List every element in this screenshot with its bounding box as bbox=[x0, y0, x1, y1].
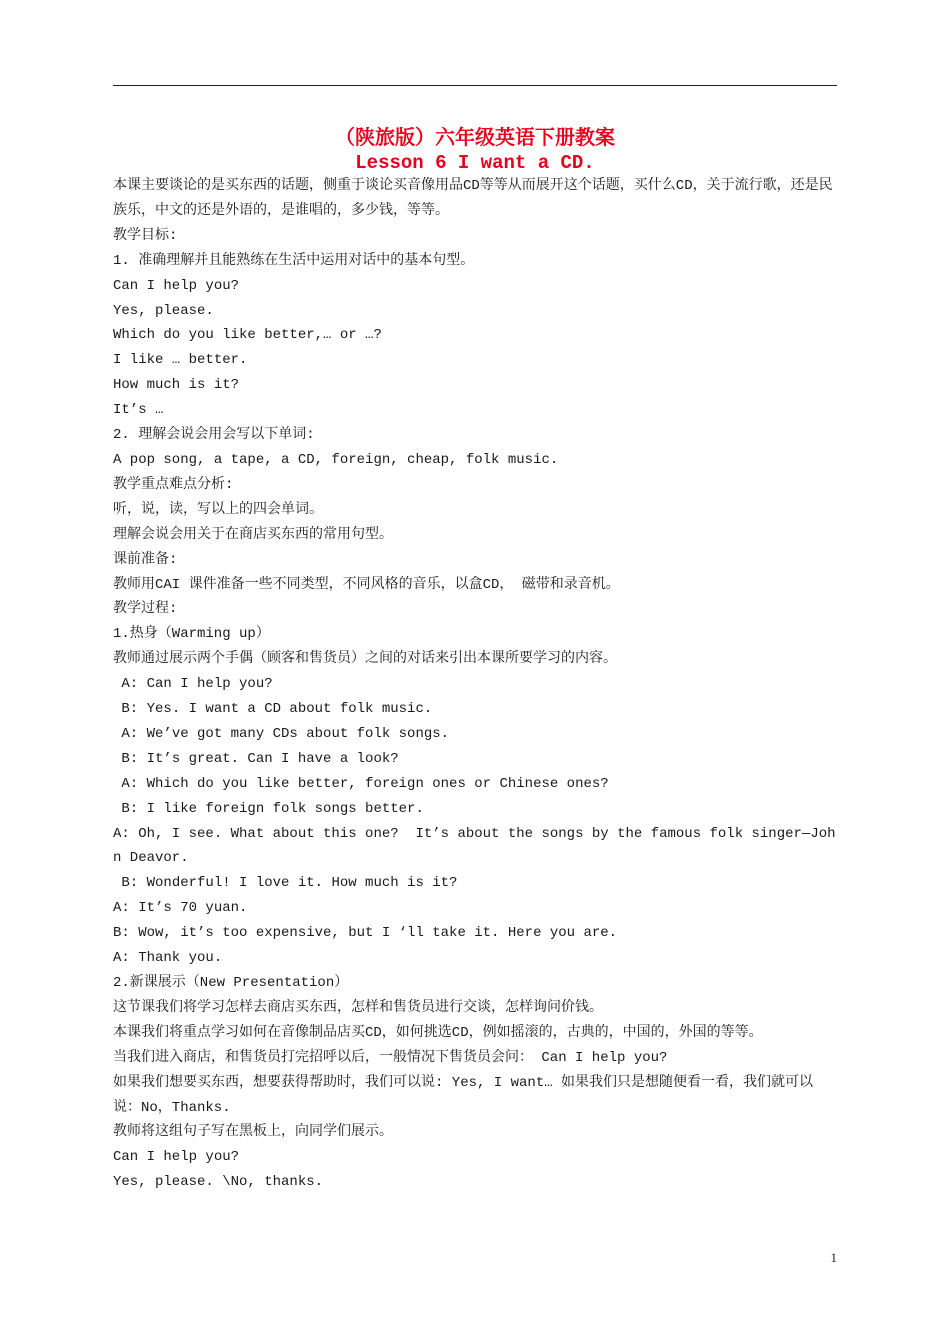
text-line: It’s … bbox=[113, 402, 164, 419]
document-title: （陕旅版）六年级英语下册教案 bbox=[335, 125, 615, 149]
text-line: Yes, please. bbox=[113, 302, 214, 319]
text-line: A: We’ve got many CDs about folk songs. bbox=[113, 725, 450, 742]
text-line: I like … better. bbox=[113, 352, 248, 369]
text-line: 理解会说会用关于在商店买东西的常用句型。 bbox=[113, 526, 393, 543]
text-line: 本课主要谈论的是买东西的话题，侧重于谈论买音像用品CD等等从而展开这个话题，买什么CD，关于流行歌，还是民族乐，中文的还是外语的，是谁唱的，多少钱，等等。 bbox=[113, 178, 833, 219]
text-line: 教学重点难点分析: bbox=[113, 476, 234, 493]
text-line: Can I help you? bbox=[113, 277, 240, 294]
page-number: 1 bbox=[830, 1250, 837, 1265]
text-line: A: Can I help you? bbox=[113, 676, 273, 693]
text-line: B: I like foreign folk songs better. bbox=[113, 800, 424, 817]
text-line: 课前准备: bbox=[113, 551, 178, 568]
text-line: 教学过程: bbox=[113, 601, 178, 618]
text-line: 这节课我们将学习怎样去商店买东西，怎样和售货员进行交谈，怎样询问价钱。 bbox=[113, 999, 603, 1016]
text-line: 教师用CAI 课件准备一些不同类型，不同风格的音乐，以盒CD， 磁带和录音机。 bbox=[113, 576, 620, 593]
text-line: B: Wow, it’s too expensive, but I ‘ll take it. Here you are. bbox=[113, 925, 618, 942]
lesson-title: Lesson 6 I want a CD. bbox=[355, 152, 595, 174]
text-line: 2.新课展示（New Presentation） bbox=[113, 975, 349, 991]
text-line: 教师通过展示两个手偶（顾客和售货员）之间的对话来引出本课所要学习的内容。 bbox=[113, 651, 617, 668]
text-line: 听，说，读，写以上的四会单词。 bbox=[113, 501, 323, 518]
text-line: 本课我们将重点学习如何在音像制品店买CD，如何挑选CD，例如摇滚的，古典的，中国的，外国的等等。 bbox=[113, 1024, 763, 1041]
text-line: B: It’s great. Can I have a look? bbox=[113, 750, 399, 767]
text-line: 1. 准确理解并且能熟练在生活中运用对话中的基本句型。 bbox=[113, 252, 475, 269]
text-line: Which do you like better,… or …? bbox=[113, 327, 382, 344]
text-line: A: Thank you. bbox=[113, 950, 223, 967]
text-line: 如果我们想要买东西，想要获得帮助时，我们可以说: Yes, I want… 如果我们只是想随便看一看，我们就可以说：No，Thanks. bbox=[113, 1074, 814, 1116]
text-line: Can I help you? bbox=[113, 1149, 240, 1166]
text-line: 当我们进入商店，和售货员打完招呼以后，一般情况下售货员会问： Can I help you? bbox=[113, 1049, 668, 1066]
text-line: A: It’s 70 yuan. bbox=[113, 900, 248, 917]
text-line: How much is it? bbox=[113, 377, 240, 394]
title-block bbox=[113, 124, 837, 176]
text-line: B: Yes. I want a CD about folk music. bbox=[113, 701, 433, 718]
text-line: 2. 理解会说会用会写以下单词: bbox=[113, 427, 315, 444]
text-line: A: Oh, I see. What about this one? It’s about the songs by the famous folk singer—John Deavor. bbox=[113, 825, 836, 867]
text-line: B: Wonderful! I love it. How much is it? bbox=[113, 875, 458, 892]
text-line: 1.热身（Warming up） bbox=[113, 626, 270, 643]
text-line: 教师将这组句子写在黑板上，向同学们展示。 bbox=[113, 1124, 393, 1141]
header-rule bbox=[113, 85, 837, 86]
text-line: A pop song, a tape, a CD, foreign, cheap, folk music. bbox=[113, 451, 559, 468]
text-line: A: Which do you like better, foreign ones or Chinese ones? bbox=[113, 775, 609, 792]
text-line: Yes, please. \No, thanks. bbox=[113, 1174, 324, 1191]
document-body bbox=[113, 174, 839, 1195]
text-line: 教学目标: bbox=[113, 227, 178, 244]
